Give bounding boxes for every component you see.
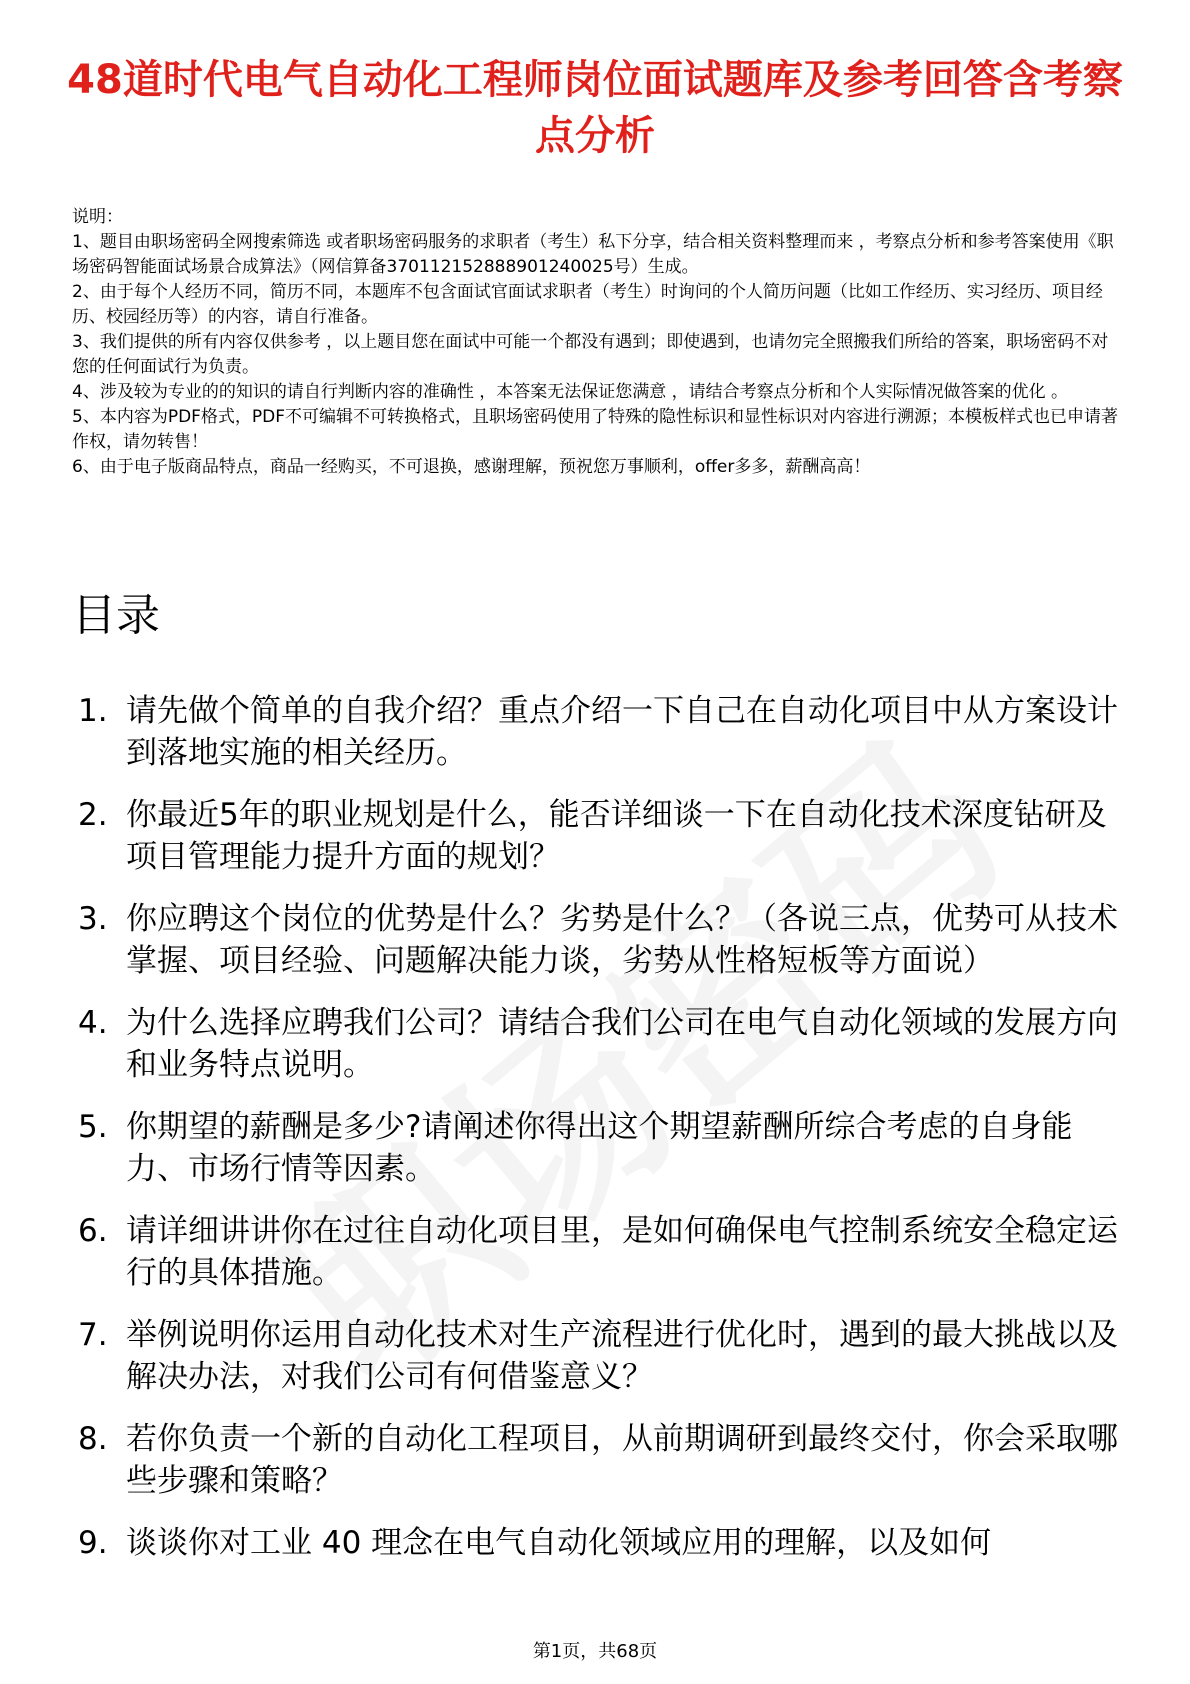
toc-item[interactable]: [72, 1106, 1132, 1190]
notes-section: [72, 205, 1122, 480]
toc-item[interactable]: [72, 898, 1132, 982]
toc-item[interactable]: [72, 1522, 1132, 1564]
note-item: 4、涉及较为专业的的知识的请自行判断内容的准确性 ，本答案无法保证您满意 ，请结合考察点分析和个人实际情况做答案的优化 。: [72, 382, 1069, 402]
toc-item[interactable]: [72, 1002, 1132, 1086]
toc-item[interactable]: [72, 1314, 1132, 1398]
note-item: 2、由于每个人经历不同，简历不同，本题库不包含面试官面试求职者（考生）时询问的个人简历问题（比如工作经历、实习经历、项目经历、校园经历等）的内容，请自行准备。: [72, 282, 1103, 327]
note-item: 3、我们提供的所有内容仅供参考 ，以上题目您在面试中可能一个都没有遇到；即使遇到，也请勿完全照搬我们所给的答案，职场密码不对您的任何面试行为负责。: [72, 332, 1109, 377]
toc-item-text: 举例说明你运用自动化技术对生产流程进行优化时，遇到的最大挑战以及解决办法，对我们公司有何借鉴意义？: [126, 1317, 1118, 1395]
toc-item[interactable]: [72, 794, 1132, 878]
toc-item-number: 6.: [78, 1213, 108, 1249]
toc-heading: 目录: [72, 590, 160, 641]
toc-list: [72, 690, 1132, 1584]
toc-item-text: 若你负责一个新的自动化工程项目，从前期调研到最终交付，你会采取哪些步骤和策略？: [126, 1421, 1118, 1499]
toc-item-number: 2.: [78, 797, 108, 833]
toc-item-number: 7.: [78, 1317, 108, 1353]
toc-item-text: 请详细讲讲你在过往自动化项目里，是如何确保电气控制系统安全稳定运行的具体措施。: [126, 1213, 1118, 1291]
toc-item-text: 你应聘这个岗位的优势是什么？劣势是什么？（各说三点，优势可从技术掌握、项目经验、问题解决能力谈，劣势从性格短板等方面说）: [126, 901, 1118, 979]
note-item: 6、由于电子版商品特点，商品一经购买，不可退换，感谢理解，预祝您万事顺利，offer多多，薪酬高高！: [72, 457, 871, 477]
notes-heading: 说明：: [72, 207, 123, 227]
toc-item-number: 5.: [78, 1109, 108, 1145]
toc-item-number: 1.: [78, 693, 108, 729]
note-item: 1、题目由职场密码全网搜索筛选 或者职场密码服务的求职者（考生）私下分享，结合相关资料整理而来 ，考察点分析和参考答案使用《职场密码智能面试场景合成算法》（网信算备370112152888901240025号）生成。: [72, 232, 1114, 277]
toc-item-number: 3.: [78, 901, 108, 937]
toc-item-text: 你最近5年的职业规划是什么，能否详细谈一下在自动化技术深度钻研及项目管理能力提升方面的规划？: [126, 797, 1107, 875]
toc-item-text: 谈谈你对工业 40 理念在电气自动化领域应用的理解，以及如何: [126, 1525, 992, 1561]
toc-item[interactable]: [72, 1210, 1132, 1294]
toc-item-text: 为什么选择应聘我们公司？请结合我们公司在电气自动化领域的发展方向和业务特点说明。: [126, 1005, 1118, 1083]
toc-item-number: 9.: [78, 1525, 108, 1561]
toc-item-number: 8.: [78, 1421, 108, 1457]
toc-item-text: 你期望的薪酬是多少?请阐述你得出这个期望薪酬所综合考虑的自身能力、市场行情等因素。: [126, 1109, 1073, 1187]
toc-item-text: 请先做个简单的自我介绍？重点介绍一下自己在自动化项目中从方案设计到落地实施的相关经历。: [126, 693, 1118, 771]
toc-item[interactable]: [72, 1418, 1132, 1502]
page-footer: 第1页，共68页: [532, 1641, 658, 1662]
toc-item[interactable]: [72, 690, 1132, 774]
document-title: 48道时代电气自动化工程师岗位面试题库及参考回答含考察点分析: [67, 57, 1123, 159]
toc-item-number: 4.: [78, 1005, 108, 1041]
note-item: 5、本内容为PDF格式，PDF不可编辑不可转换格式，且职场密码使用了特殊的隐性标识和显性标识对内容进行溯源；本模板样式也已申请著作权，请勿转售！: [72, 407, 1119, 452]
